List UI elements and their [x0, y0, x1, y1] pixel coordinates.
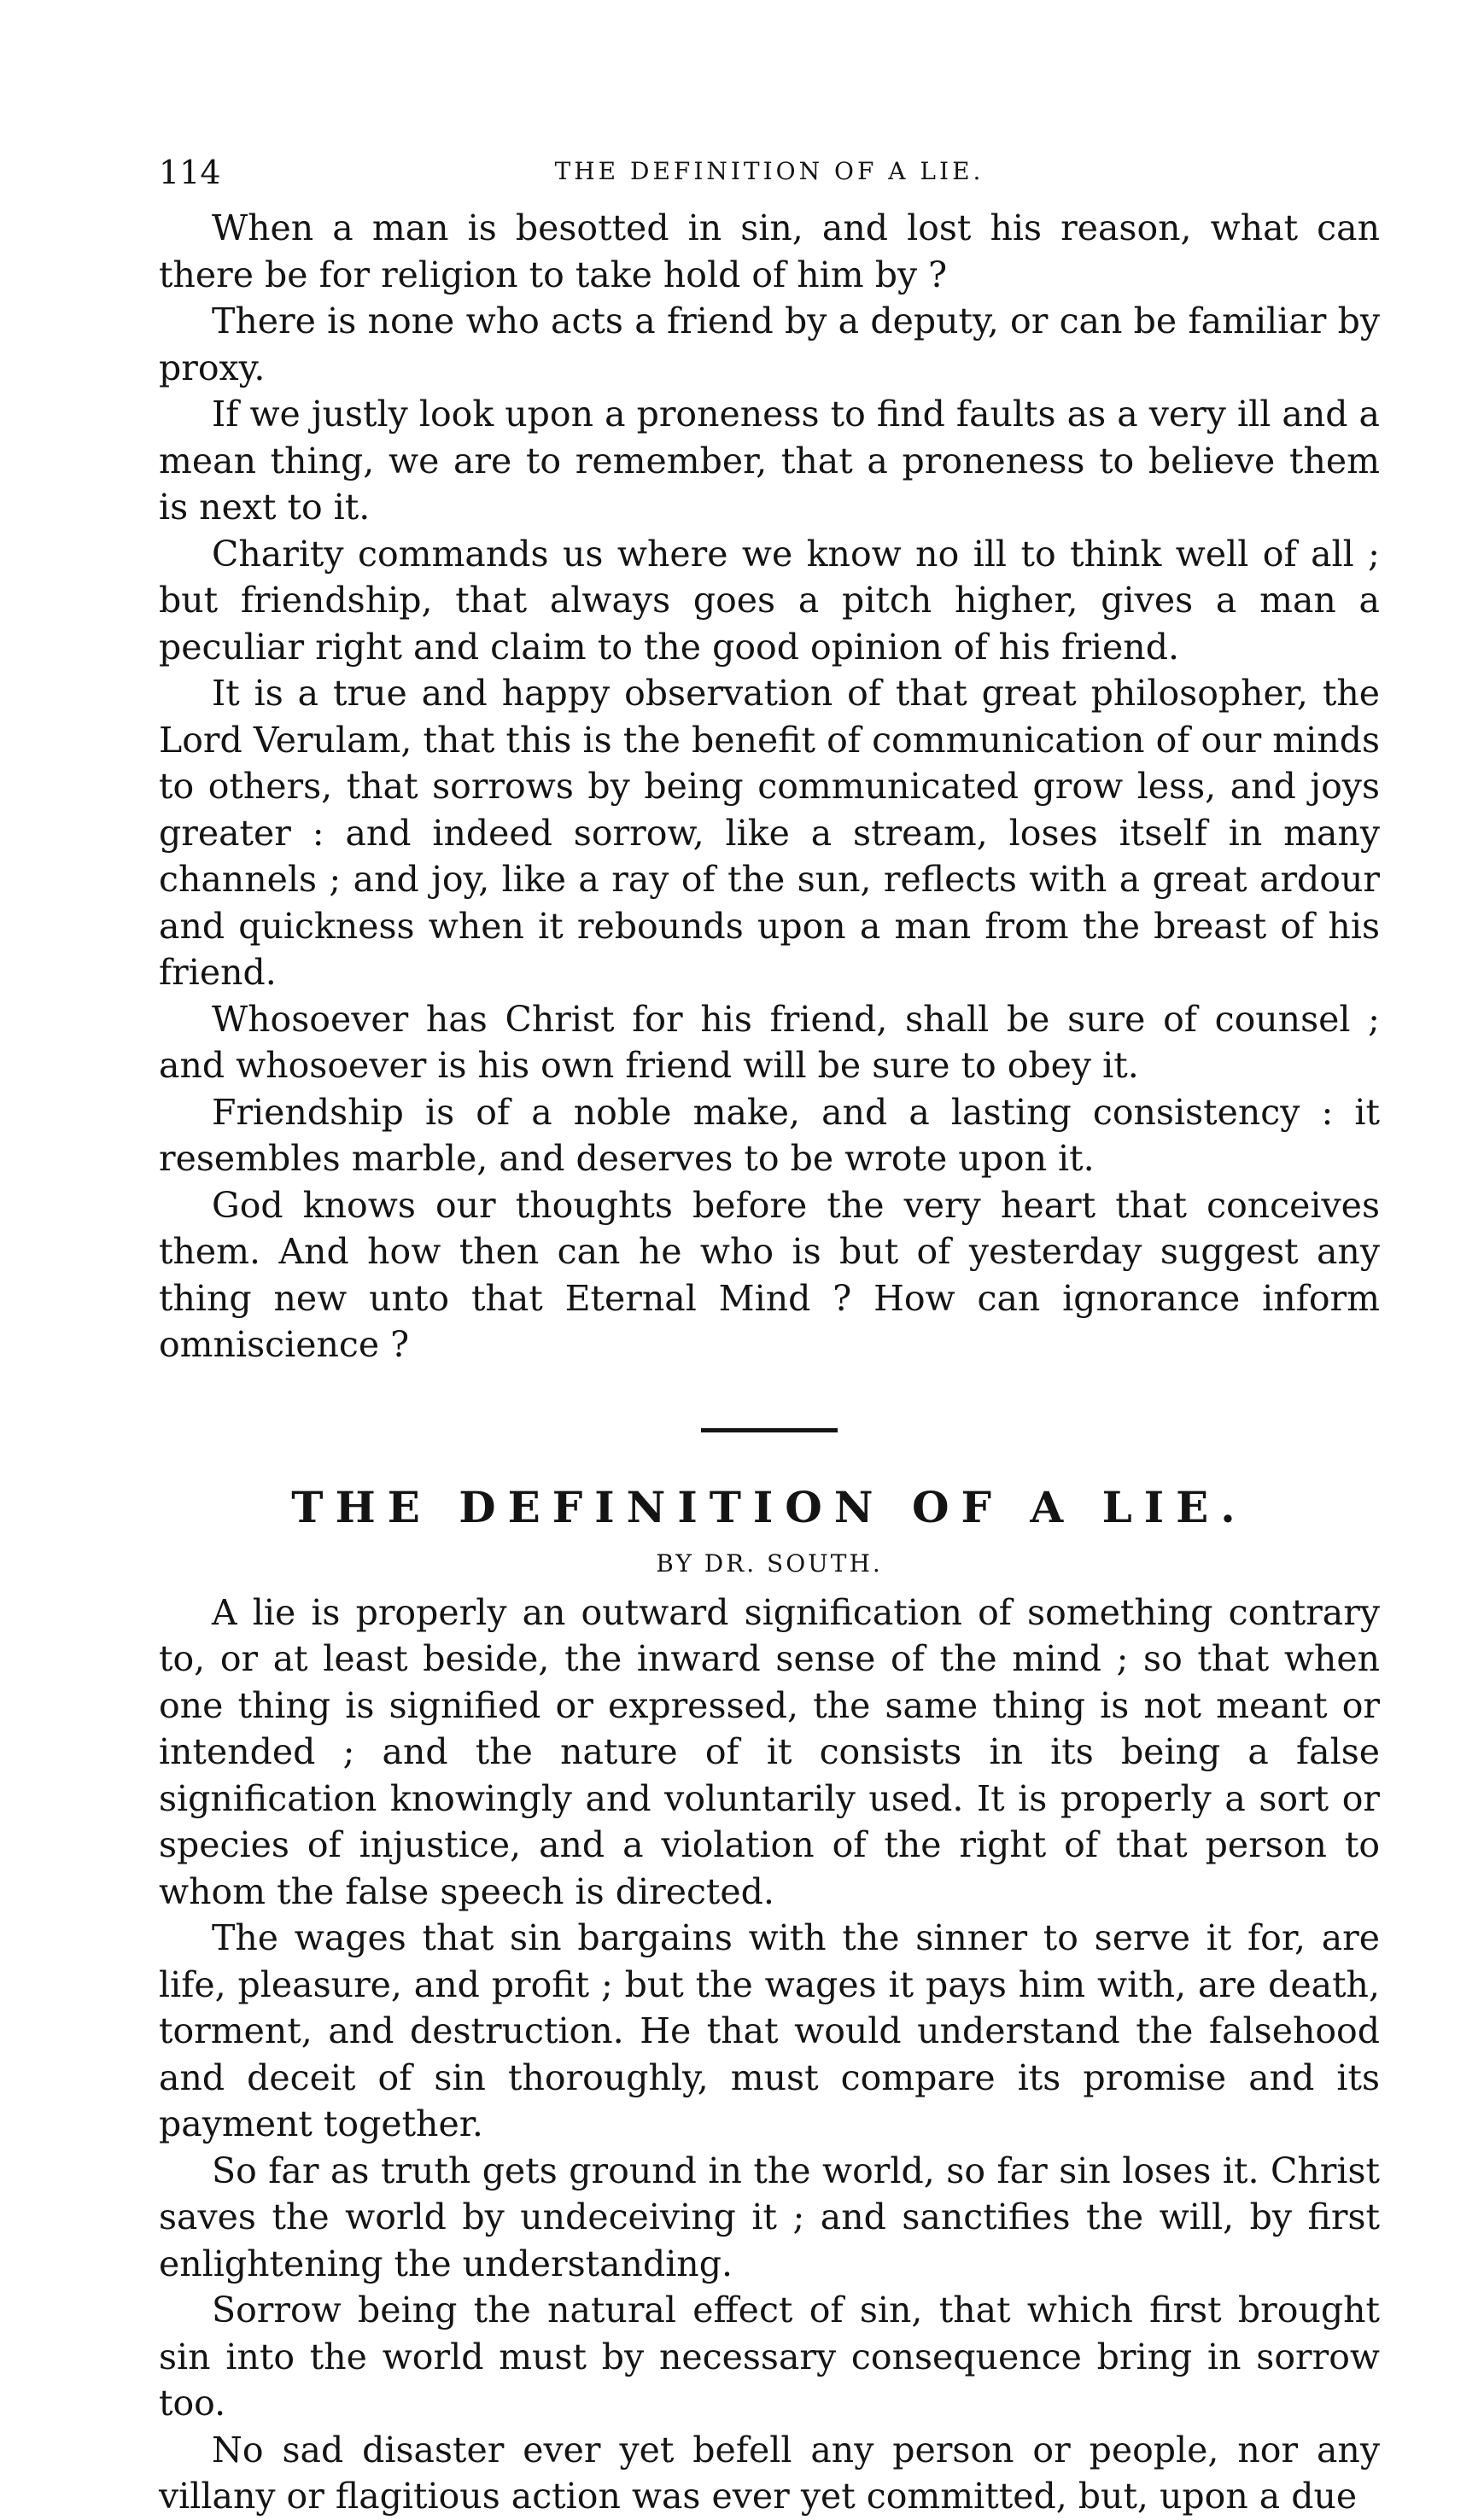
running-head	[159, 154, 1380, 205]
section-title: THE DEFINITION OF A LIE.	[291, 1481, 1247, 1532]
upper-section	[159, 205, 1380, 1368]
paragraph: There is none who acts a friend by a deputy, or can be familiar by proxy.	[159, 300, 1380, 388]
paragraph: So far as truth gets ground in the world, so far sin loses it. Christ saves the world by undeceiving it ; and sanctifies the will, by first enlightening the understanding.	[159, 2150, 1380, 2284]
lie-section	[159, 1482, 1380, 2520]
paragraph: A lie is properly an outward signification of something contrary to, or at least beside, the inward sense of the mind ; so that when one thing is signified or expressed, the same thing is not meant or intended ; and the nature of it consists in its being a false signification knowingly and voluntarily used. It is properly a sort or species of injustice, and a violation of the right of that person to whom the false speech is directed.	[159, 1591, 1380, 1912]
paragraph: The wages that sin bargains with the sinner to serve it for, are life, pleasure, and profit ; but the wages it pays him with, are death, torment, and destruction. He that would understand the falsehood and deceit of sin thoroughly, must compare its promise and its payment together.	[159, 1917, 1380, 2144]
paragraph: Charity commands us where we know no ill to think well of all ; but friendship, that always goes a pitch higher, gives a man a peculiar right and claim to the good opinion of his friend.	[159, 533, 1380, 668]
paragraph: It is a true and happy observation of that great philosopher, the Lord Verulam, that this is the benefit of communication of our minds to others, that sorrows by being communicated grow less, and joys greater : and indeed sorrow, like a stream, loses itself in many channels ; and joy, like a ray of the sun, reflects with a great ardour and quickness when it rebounds upon a man from the breast of his friend.	[159, 673, 1380, 993]
page-number: 114	[159, 154, 221, 191]
section-byline: BY DR. SOUTH.	[656, 1549, 883, 1578]
paragraph: Sorrow being the natural effect of sin, that which first brought sin into the world must by necessary consequence bring in sorrow too.	[159, 2290, 1380, 2424]
paragraph: God knows our thoughts before the very heart that conceives them. And how then can he who is but of yesterday suggest any thing new unto that Eternal Mind ? How can ignorance inform omniscience ?	[159, 1184, 1380, 1365]
paragraph: No sad disaster ever yet befell any person or people, nor any villany or flagitious action was ever yet committed, but, upon a due	[159, 2429, 1380, 2517]
paragraph: Whosoever has Christ for his friend, shall be sure of counsel ; and whosoever is his own friend will be sure to obey it.	[159, 998, 1380, 1086]
paragraph: If we justly look upon a proneness to find faults as a very ill and a mean thing, we are to remember, that a proneness to believe them is next to it.	[159, 394, 1380, 528]
paragraph: When a man is besotted in sin, and lost his reason, what can there be for religion to take hold of him by ?	[159, 207, 1380, 295]
book-page	[159, 154, 1380, 2520]
paragraph: Friendship is of a noble make, and a lasting consistency : it resembles marble, and deserves to be wrote upon it.	[159, 1091, 1380, 1179]
section-divider	[701, 1428, 838, 1432]
running-title: THE DEFINITION OF A LIE.	[554, 157, 984, 185]
